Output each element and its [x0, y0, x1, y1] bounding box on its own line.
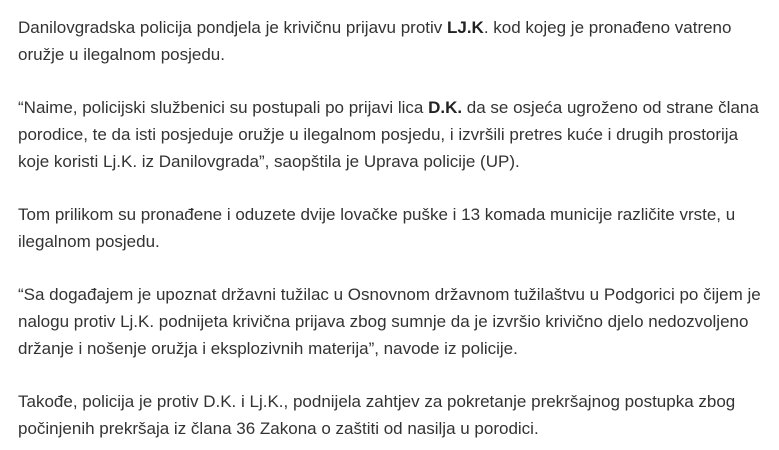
- suspect-initials: LJ.K: [447, 18, 484, 37]
- paragraph-5: Takođe, policija je protiv D.K. i Lj.K., podnijela zahtjev za pokretanje prekršajnog postupka zbog počinjenih prekršaja iz člana 36 Zakona o zaštiti od nasilja u porodici.: [18, 392, 736, 438]
- paragraph-4-quote: “Sa događajem je upoznat državni tužilac u Osnovnom državnom tužilaštvu u Podgorici po čijem je nalogu protiv Lj.K. podnijeta krivična prijava zbog sumnje da je izvršio krivično djelo nedozvoljeno držanje i nošenje oružja i eksplozivnih materija”, navode iz policije.: [18, 285, 761, 358]
- paragraph-3: Tom prilikom su pronađene i oduzete dvije lovačke puške i 13 komada municije različite vrste, u ilegalnom posjedu.: [18, 205, 736, 251]
- paragraph-1-text-start: Danilovgradska policija pondjela je krivičnu prijavu protiv: [18, 18, 447, 37]
- paragraph-1: [18, 14, 769, 68]
- reporter-initials: D.K.: [428, 98, 463, 117]
- paragraph-1-text-end: . kod kojeg je pronađeno vatreno oružje u ilegalnom posjedu.: [18, 18, 732, 64]
- paragraph-2-quote: [18, 94, 769, 175]
- paragraph-2-text-start: “Naime, policijski službenici su postupali po prijavi lica: [18, 98, 429, 117]
- paragraph-2-text-end: da se osjeća ugroženo od strane člana porodice, te da isti posjeduje oružje u ilegalnom posjedu, i izvršili pretres kuće i drugih prostorija koje koristi Lj.K. iz Danilovgrada”, saopštila je Uprava policije (UP).: [18, 98, 759, 171]
